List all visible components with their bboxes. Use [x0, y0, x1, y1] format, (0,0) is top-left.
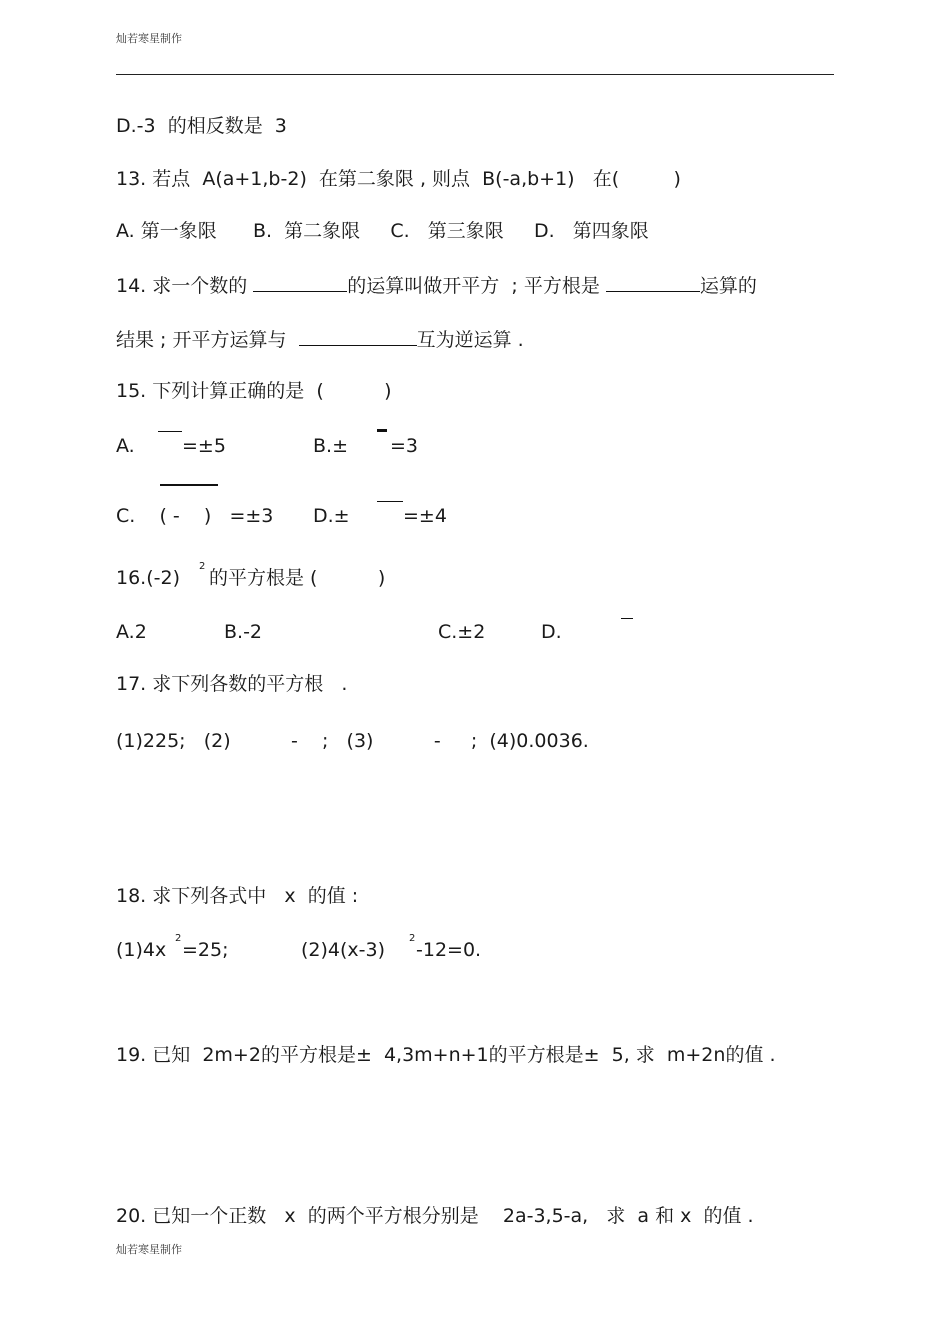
q20-stem: 20. 已知一个正数 x 的两个平方根分别是 2a-3,5-a, 求 a 和 x 的值 .	[116, 1205, 754, 1227]
q18-part2-b: -12=0.	[416, 939, 482, 961]
q18-part1-exponent: 2	[175, 933, 182, 944]
q14-blank-1	[253, 273, 347, 292]
q16-stem-a: 16.(-2)	[116, 567, 180, 589]
q15-stem: 15. 下列计算正确的是 ( )	[116, 380, 392, 402]
q16-option-a: A.2	[116, 621, 147, 643]
footer-watermark: 灿若寒星制作	[116, 1243, 182, 1256]
q14-blank-3	[299, 327, 417, 346]
q14-line1	[116, 273, 757, 298]
q13-stem: 13. 若点 A(a+1,b-2) 在第二象限 , 则点 B(-a,b+1) 在( )	[116, 168, 681, 190]
q18-part1-a: (1)4x	[116, 939, 167, 961]
q18-part2-exponent: 2	[409, 933, 416, 944]
q18-stem: 18. 求下列各式中 x 的值 :	[116, 885, 359, 907]
q15-option-c: C. ( - ) =±3	[116, 505, 274, 527]
q15-a-radical-bar	[158, 431, 182, 432]
q15-b-radical-bar	[377, 429, 387, 432]
q15-option-d-value: =±4	[403, 505, 447, 527]
header-watermark: 灿若寒星制作	[116, 32, 182, 45]
q15-option-a-value: =±5	[182, 435, 226, 457]
q19-stem: 19. 已知 2m+2的平方根是± 4,3m+n+1的平方根是± 5, 求 m+2n的值 .	[116, 1044, 776, 1066]
q17-items: (1)225; (2) - ; (3) - ; (4)0.0036.	[116, 730, 589, 752]
q14-text-5: 互为逆运算 .	[416, 329, 524, 351]
q18-part2-a: (2)4(x-3)	[301, 939, 386, 961]
q16-exponent: 2	[199, 561, 206, 572]
q14-text-2: 的运算叫做开平方 ; 平方根是	[347, 275, 606, 297]
q13-options: A. 第一象限 B. 第二象限 C. 第三象限 D. 第四象限	[116, 220, 649, 242]
q15-option-b-label: B.±	[313, 435, 348, 457]
q14-text-1: 14. 求一个数的	[116, 275, 254, 297]
q18-part1-b: =25;	[182, 939, 229, 961]
header-rule	[116, 74, 834, 75]
q16-option-d: D.	[541, 621, 562, 643]
q16-option-b: B.-2	[224, 621, 263, 643]
q14-text-3: 运算的	[699, 275, 757, 297]
q15-option-a-label: A.	[116, 435, 135, 457]
q15-option-b-value: =3	[390, 435, 419, 457]
q14-text-4: 结果 ; 开平方运算与	[116, 329, 299, 351]
q16-d-radical-bar	[621, 618, 633, 619]
q14-blank-2	[606, 273, 700, 292]
q15-d-radical-bar	[377, 501, 403, 502]
q17-stem: 17. 求下列各数的平方根 .	[116, 673, 348, 695]
q14-line2	[116, 327, 524, 352]
q16-option-c: C.±2	[438, 621, 486, 643]
q12-option-d: D.-3 的相反数是 3	[116, 115, 287, 137]
q16-stem-b: 的平方根是 ( )	[209, 567, 386, 589]
q15-c-radical-bar	[160, 484, 218, 486]
q15-option-d-label: D.±	[313, 505, 350, 527]
